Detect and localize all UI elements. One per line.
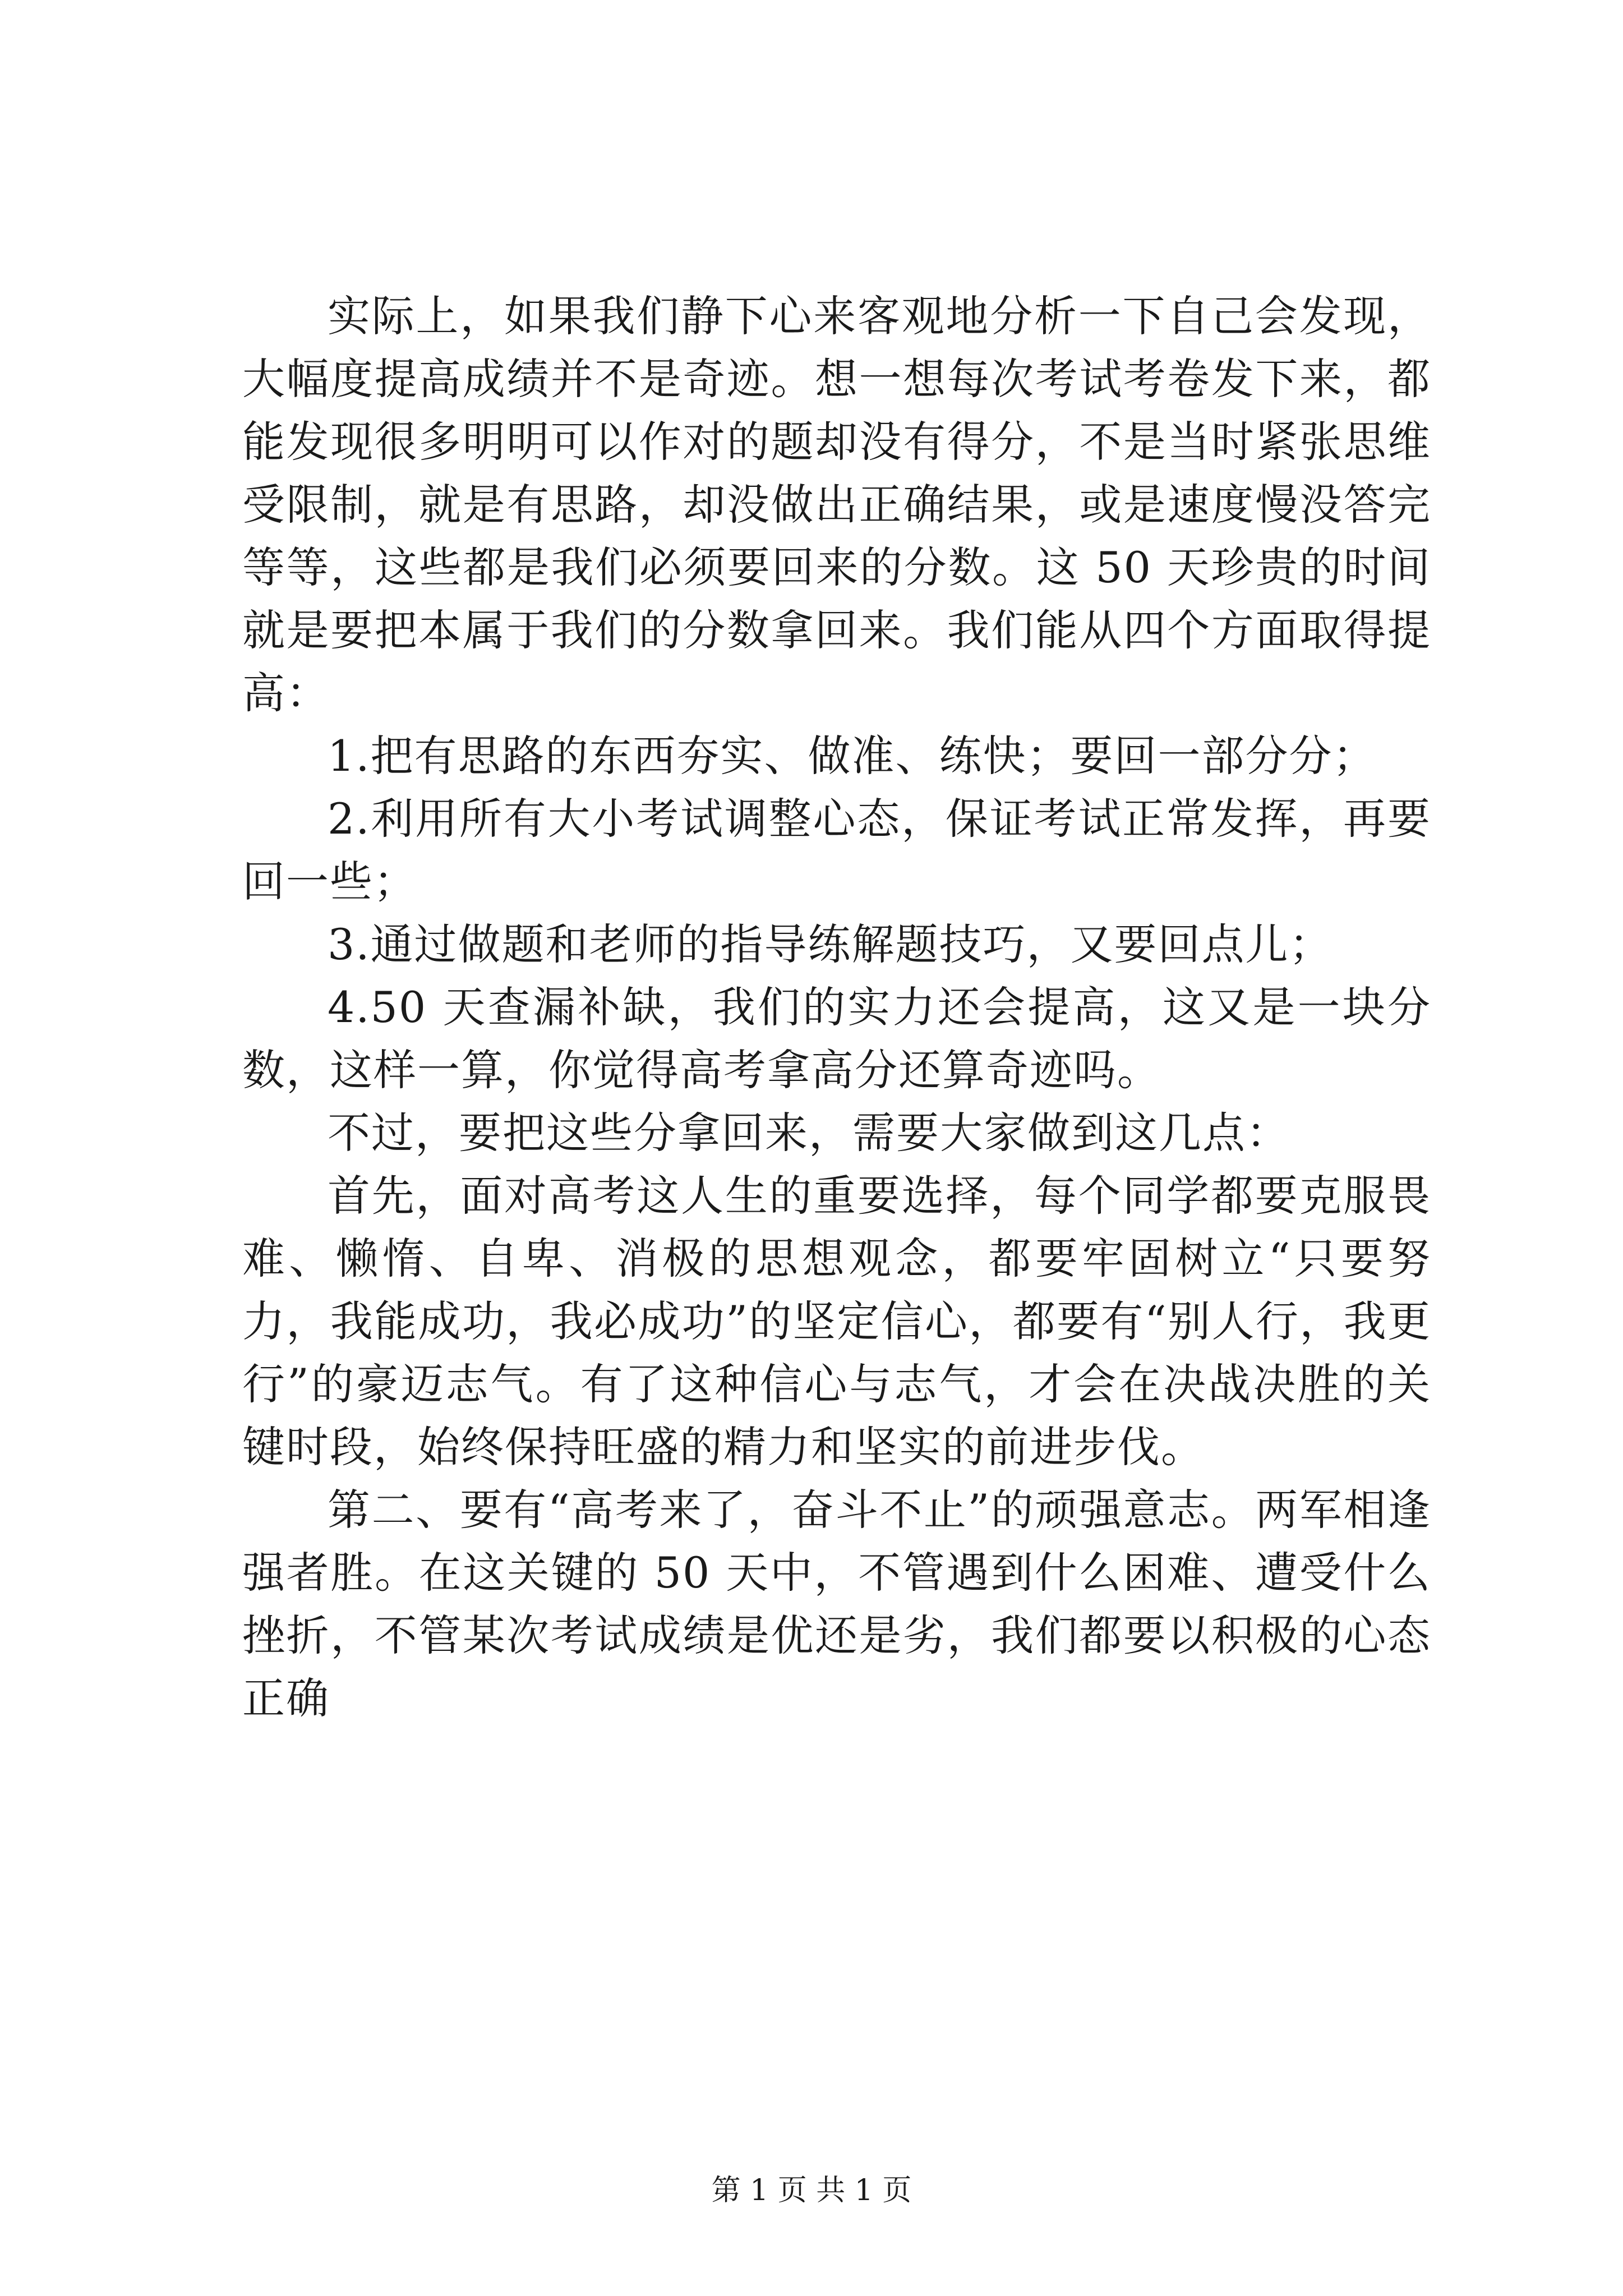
body-text — [242, 285, 1431, 1730]
page-footer: 第 1 页 共 1 页 — [711, 2174, 912, 2207]
paragraph-7: 首先，面对高考这人生的重要选择，每个同学都要克服畏难、懒惰、自卑、消极的思想观念，都要牢固树立“只要努力，我能成功，我必成功”的坚定信心，都要有“别人行，我更行”的豪迈志气。有了这种信心与志气，才会在决战决胜的关键时段，始终保持旺盛的精力和坚实的前进步伐。 — [242, 1171, 1431, 1472]
paragraph-6: 不过，要把这些分拿回来，需要大家做到这几点： — [328, 1108, 1290, 1158]
paragraph-8: 第二、要有“高考来了，奋斗不止”的顽强意志。两军相逢强者胜。在这关键的 50 天中，不管遇到什么困难、遭受什么挫折，不管某次考试成绩是优还是劣，我们都要以积极的心态正确 — [242, 1485, 1431, 1723]
paragraph-2: 1.把有思路的东西夯实、做准、练快；要回一部分分； — [328, 731, 1377, 781]
paragraph-5: 4.50 天查漏补缺，我们的实力还会提高，这又是一块分数，这样一算，你觉得高考拿高分还算奇迹吗。 — [242, 982, 1431, 1095]
paragraph-3: 2.利用所有大小考试调整心态，保证考试正常发挥，再要回一些； — [242, 794, 1431, 907]
paragraph-4: 3.通过做题和老师的指导练解题技巧，又要回点儿； — [328, 919, 1333, 969]
paragraph-1: 实际上，如果我们静下心来客观地分析一下自己会发现，大幅度提高成绩并不是奇迹。想一想每次考试考卷发下来，都能发现很多明明可以作对的题却没有得分，不是当时紧张思维受限制，就是有思路，却没做出正确结果，或是速度慢没答完等等，这些都是我们必须要回来的分数。这 50 天珍贵的时间就是要把本属于我们的分数拿回来。我们能从四个方面取得提高： — [242, 291, 1431, 718]
